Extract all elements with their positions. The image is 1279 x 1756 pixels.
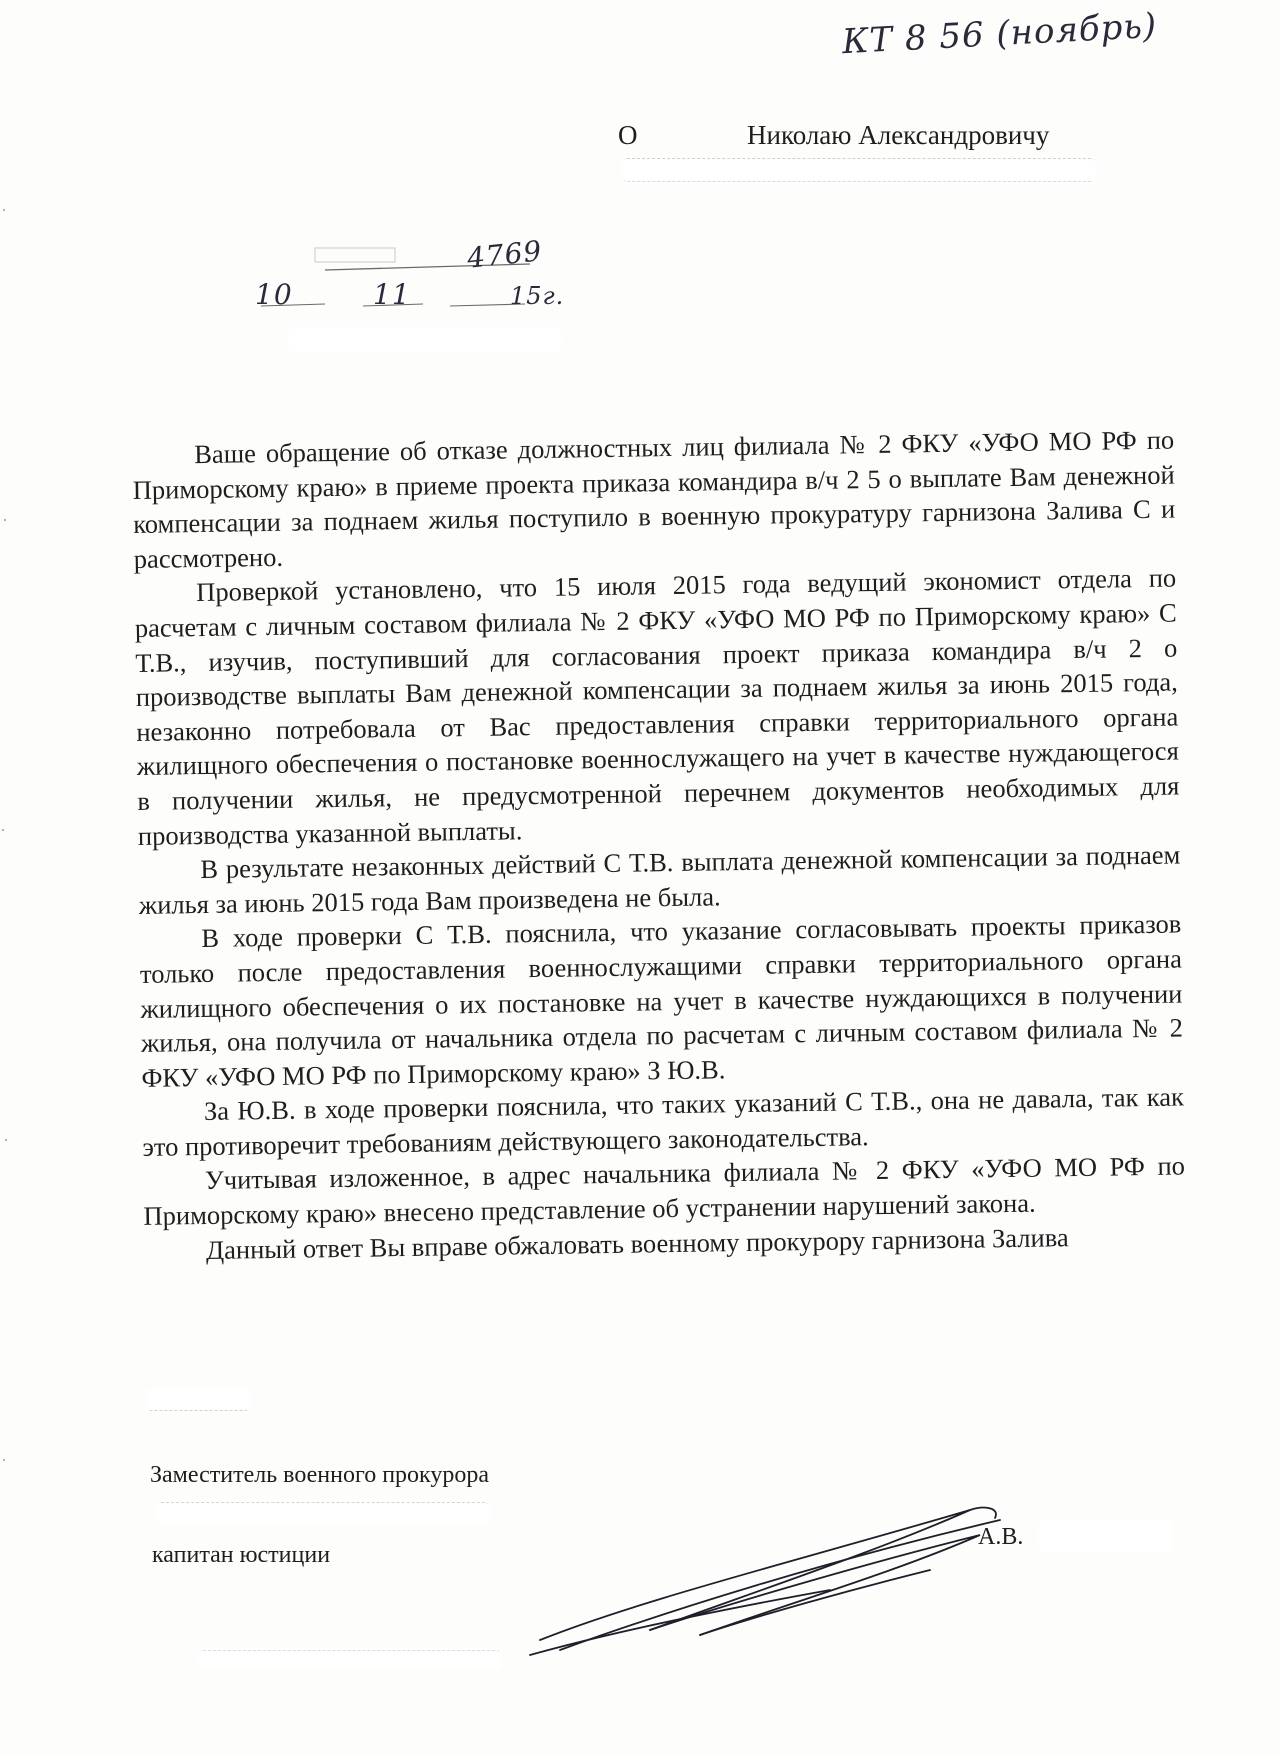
redacted-stamp-line [290, 330, 560, 350]
letter-body [132, 423, 1186, 1269]
addressee-initial: О [618, 120, 638, 150]
paragraph-1: Ваше обращение об отказе должностных лиц филиала № 2 ФКУ «УФО МО РФ по Приморскому краю» в приеме проекта приказа командира в/ч 2 5 о выплате Вам денежной компенсации за поднаем жилья поступило в военную прокуратуру гарнизона Залива С и рассмотрено. [132, 424, 1176, 574]
signer-position: Заместитель военного прокурора [150, 1462, 490, 1488]
signer-initials: А.В. [978, 1524, 1024, 1550]
stamp-month: 11 [373, 278, 411, 311]
binding-marks [0, 0, 14, 1756]
signer-rank: капитан юстиции [152, 1542, 331, 1568]
addressee-line [618, 120, 1049, 151]
paragraph-7: Данный ответ Вы вправе обжаловать военному прокурору гарнизона Залива [205, 1221, 1069, 1265]
redacted-addressee-line [624, 158, 1094, 182]
redacted-signer-surname [1040, 1522, 1172, 1550]
redacted-signer-unit [158, 1502, 488, 1521]
stamp-number: 4769 [465, 234, 544, 275]
paragraph-6: Учитывая изложенное, в адрес начальника филиала № 2 ФКУ «УФО МО РФ по Приморскому краю» внесено представление об устранении нарушений закона. [143, 1150, 1186, 1231]
registration-stamp [255, 234, 565, 328]
stamp-year: 15г. [510, 282, 565, 310]
handwritten-corner-note: КТ 8 56 (ноябрь) [841, 5, 1159, 63]
handwritten-signature [500, 1490, 1020, 1660]
paragraph-5: За Ю.В. в ходе проверки пояснила, что таких указаний С Т.В., она не давала, так как это противоречит требованиям действующего законодательства. [142, 1081, 1185, 1162]
paragraph-4: В ходе проверки С Т.В. пояснила, что указание согласовывать проекты приказов только после предоставления военнослужащими справки территориального органа жилищного обеспечения о их постановке на учет в качестве нуждающихся в получении жилья, она получила от начальника отдела по расчетам с личным составом филиала № 2 ФКУ «УФО МО РФ по Приморскому краю» З Ю.В. [139, 908, 1184, 1093]
paragraph-3: В результате незаконных действий С Т.В. выплата денежной компенсации за поднаем жилья за июнь 2015 года Вам произведена не была. [138, 839, 1181, 920]
addressee-name: Николаю Александровичу [747, 120, 1050, 150]
stamp-day: 10 [255, 278, 293, 311]
redacted-footer-line [200, 1650, 500, 1667]
paragraph-2: Проверкой установлено, что 15 июля 2015 года ведущий экономист отдела по расчетам с личным составом филиала № 2 ФКУ «УФО МО РФ по Приморскому краю» С Т.В., изучив, поступивший для согласования проект приказа командира в/ч 2 о производстве выплаты Вам денежной компенсации за поднаем жилья за июнь 2015 года, незаконно потребовала от Вас предоставления справки территориального органа жилищного обеспечения о постановке военнослужащего на учет в качестве нуждающегося в получении жилья, не предусмотренной перечнем документов необходимых для производства указанной выплаты. [134, 562, 1180, 851]
redacted-garrison-name [148, 1390, 248, 1411]
